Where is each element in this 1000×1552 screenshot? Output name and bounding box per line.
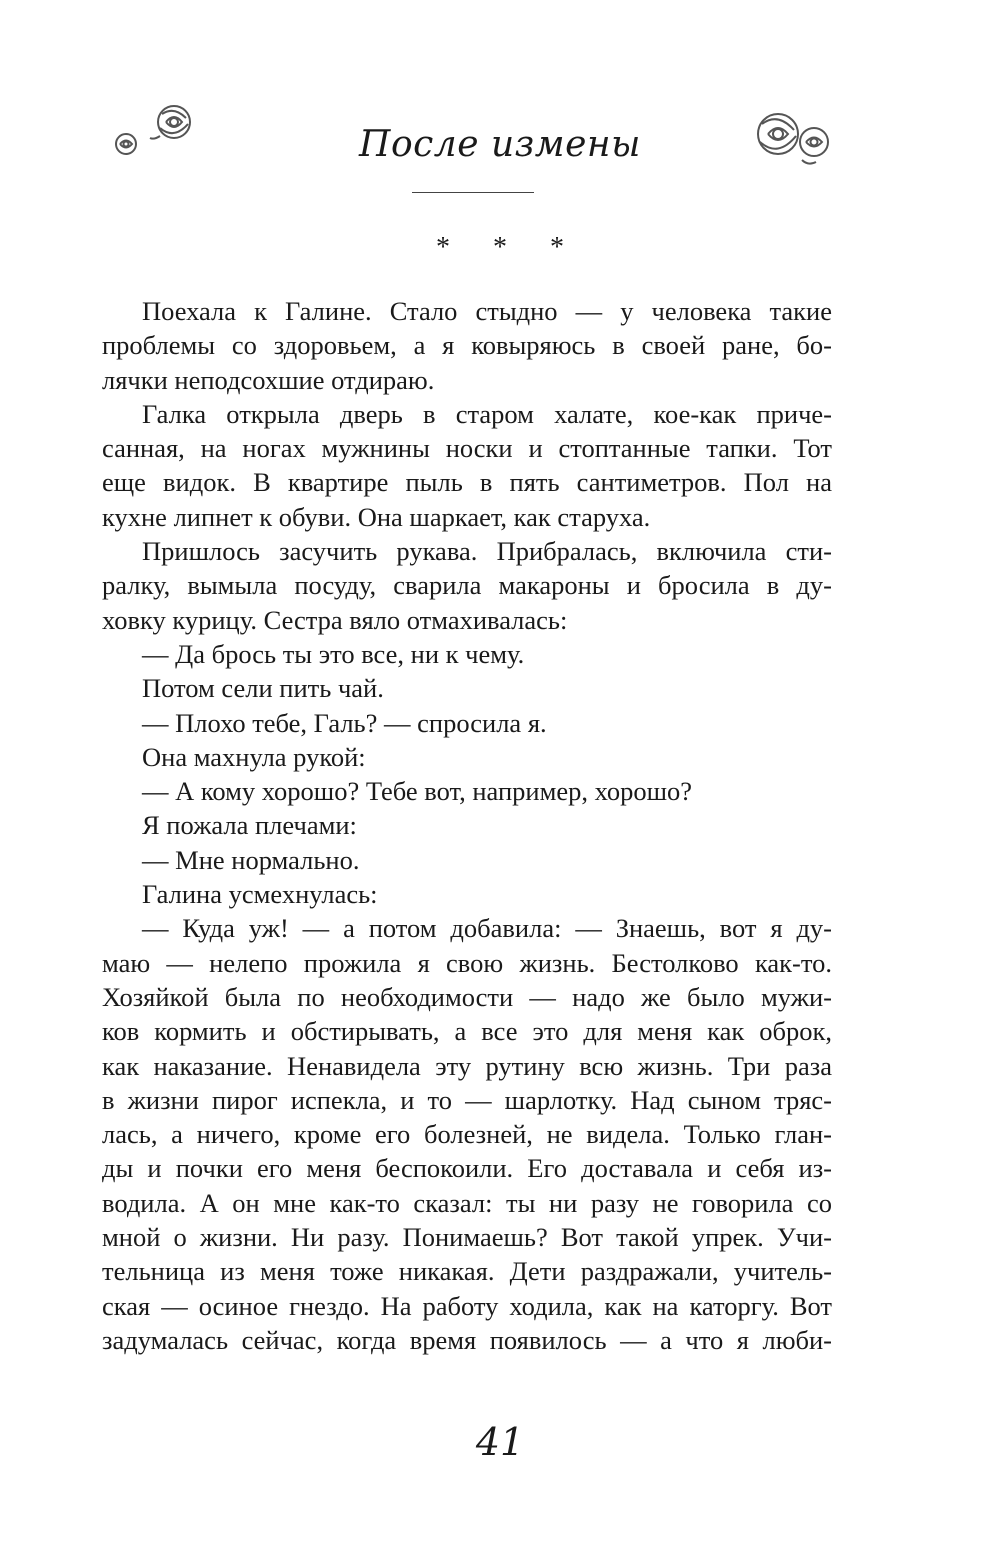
text-line: водила. А он мне как-то сказал: ты ни разу не говорила со <box>102 1187 832 1218</box>
rose-ornament-right-icon <box>744 106 836 176</box>
page-header <box>0 0 1000 210</box>
text-line: Галина усмехнулась: <box>142 879 378 910</box>
text-line: Я пожала плечами: <box>142 810 357 841</box>
text-line: — Мне нормально. <box>142 844 360 875</box>
text-line: как наказание. Ненавидела эту рутину всю жизнь. Три раза <box>102 1050 832 1081</box>
text-line: мной о жизни. Ни разу. Понимаешь? Вот такой упрек. Учи- <box>102 1222 832 1253</box>
text-line: Хозяйкой была по необходимости — надо же было мужи- <box>102 981 832 1012</box>
text-line: — Да брось ты это все, ни к чему. <box>142 638 525 669</box>
text-line: еще видок. В квартире пыль в пять сантиметров. Пол на <box>102 467 832 498</box>
text-line: ралку, вымыла посуду, сварила макароны и бросила в ду- <box>102 570 832 601</box>
text-line: ды и почки его меня беспокоили. Его доставала и себя из- <box>102 1153 832 1184</box>
text-line: маю — нелепо прожила я свою жизнь. Бестолково как-то. <box>102 947 832 978</box>
text-line: лячки неподсохшие отдираю. <box>102 364 435 395</box>
text-line: в жизни пирог испекла, и то — шарлотку. Над сыном тряс- <box>102 1084 832 1115</box>
text-line: — Плохо тебе, Галь? — спросила я. <box>142 707 547 738</box>
text-line: ская — осиное гнездо. На работу ходила, как на каторгу. Вот <box>102 1290 832 1321</box>
running-title: После измены <box>359 124 641 165</box>
scene-break: * * * <box>436 232 582 263</box>
text-line: Потом сели пить чай. <box>142 673 384 704</box>
text-line: кухне липнет к обуви. Она шаркает, как старуха. <box>102 501 651 532</box>
text-line: санная, на ногах мужнины носки и стоптанные тапки. Тот <box>102 433 832 464</box>
text-line: ков кормить и обстирывать, а все это для меня как оброк, <box>102 1016 832 1047</box>
text-line: проблемы со здоровьем, а я ковыряюсь в своей ране, бо- <box>102 330 832 361</box>
text-line: Пришлось засучить рукава. Прибралась, включила сти- <box>142 536 832 567</box>
text-line: тельница из меня тоже никакая. Дети раздражали, учитель- <box>102 1256 832 1287</box>
page-number: 41 <box>475 1420 525 1464</box>
text-line: лась, а ничего, кроме его болезней, не видела. Только глан- <box>102 1119 832 1150</box>
text-line: — Куда уж! — а потом добавила: — Знаешь, вот я ду- <box>142 913 832 944</box>
text-line: — А кому хорошо? Тебе вот, например, хорошо? <box>142 776 693 807</box>
text-line: задумалась сейчас, когда время появилось — а что я люби- <box>102 1324 832 1355</box>
body-text <box>102 294 832 1357</box>
title-rule <box>412 192 534 193</box>
text-line: Она махнула рукой: <box>142 741 366 772</box>
text-line: ховку курицу. Сестра вяло отмахивалась: <box>102 604 568 635</box>
text-line: Галка открыла дверь в старом халате, кое-как приче- <box>142 398 832 429</box>
text-line: Поехала к Галине. Стало стыдно — у человека такие <box>142 296 832 326</box>
